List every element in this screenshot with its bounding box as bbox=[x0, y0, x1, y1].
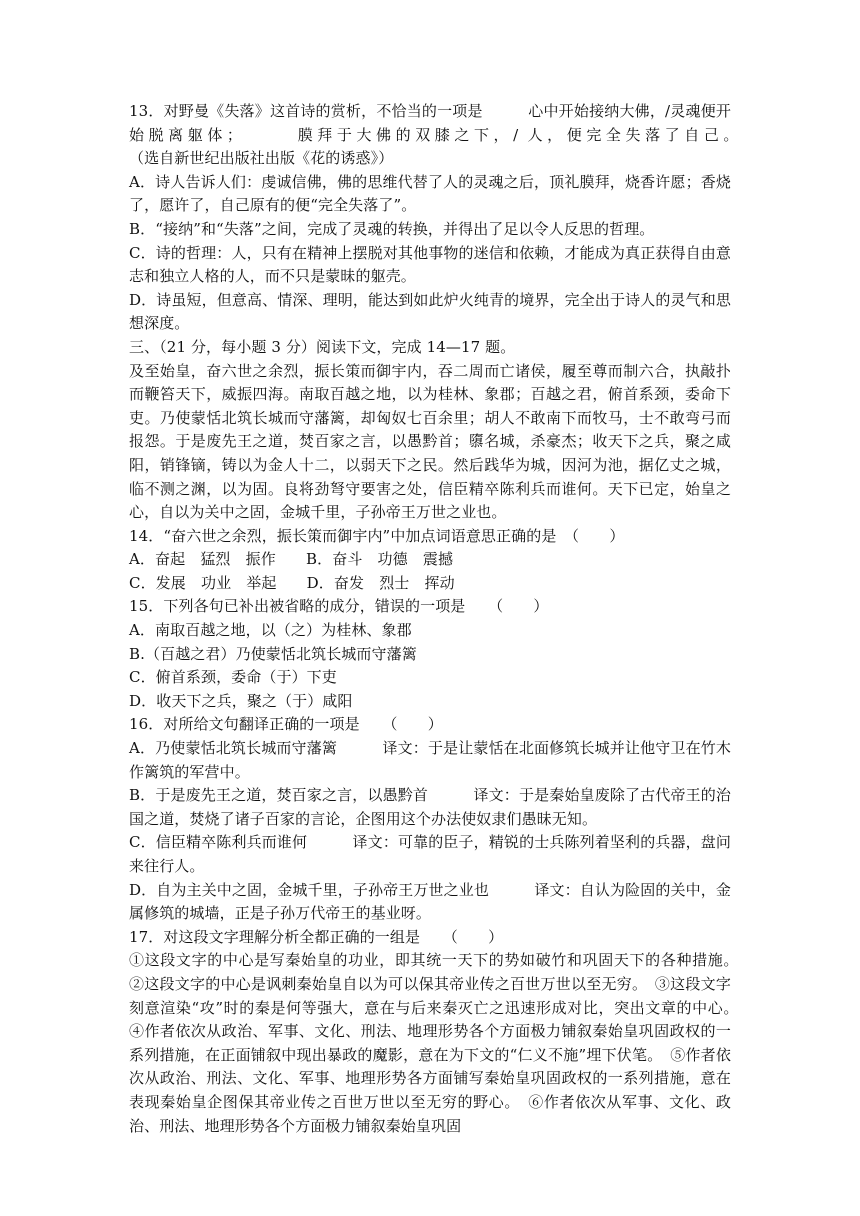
question-13-option-d: D．诗虽短，但意高、情深、理明，能达到如此炉火纯青的境界，完全出于诗人的灵气和思想深度。 bbox=[129, 290, 731, 333]
question-14-stem: 14．“奋六世之余烈，振长策而御宇内”中加点词语意思正确的是 （ ） bbox=[129, 526, 625, 545]
question-15-option-d: D．收天下之兵，聚之（于）咸阳 bbox=[129, 691, 353, 710]
question-13-stem: 13．对野曼《失落》这首诗的赏析，不恰当的一项是 心中开始接纳大佛，/灵魂便开始脱离躯体； 膜拜于大佛的双膝之下，/ 人，便完全失落了自己。 （选自新世纪出版社出版《花的诱惑》） bbox=[129, 102, 852, 168]
question-14-options-ab: A．奋起 猛烈 振作 B．奋斗 功德 震撼 bbox=[129, 550, 454, 569]
question-17-statements: ①这段文字的中心是写秦始皇的功业，即其统一天下的势如破竹和巩固天下的各种措施。 ②这段文字的中心是讽刺秦始皇自以为可以保其帝业传之百世万世以至无穷。 ③这段文字刻意渲染“攻”时的秦是何等强大，意在与后来秦灭亡之迅速形成对比，突出文章的中心。 ④作者依次从政治、军事、文化、刑法、地理形势各个方面极力铺叙秦始皇巩固政权的一系列措施，在正面铺叙中现出暴政的魔影，意在为下文的“仁义不施”埋下伏笔。 ⑤作者依次从政治、刑法、文化、军事、地理形势各方面铺写秦始皇巩固政权的一系列措施，意在表现秦始皇企图保其帝业传之百世万世以至无穷的野心。 ⑥作者依次从军事、文化、政治、刑法、地理形势各个方面极力铺叙秦始皇巩固 bbox=[129, 951, 747, 1135]
question-15-option-b: B.（百越之君）乃使蒙恬北筑长城而守藩篱 bbox=[129, 644, 417, 663]
question-16-option-d: D．自为主关中之固，金城千里，子孙帝王万世之业也 译文：自认为险固的关中，金属修筑的城墙，正是子孙万代帝王的基业呀。 bbox=[129, 880, 731, 923]
question-16-option-b: B．于是废先王之道，焚百家之言，以愚黔首 译文：于是秦始皇废除了古代帝王的治国之道，焚烧了诸子百家的言论，企图用这个办法使奴隶们愚昧无知。 bbox=[129, 786, 731, 828]
question-15-option-c: C．俯首系颈，委命（于）下吏 bbox=[129, 668, 337, 687]
question-17-stem: 17．对这段文字理解分析全都正确的一组是 （ ） bbox=[129, 927, 504, 946]
question-13-option-a: A．诗人告诉人们：虔诚信佛，佛的思维代替了人的灵魂之后，顶礼膜拜，烧香许愿；香烧了，愿许了，自己原有的便“完全失落了”。 bbox=[129, 172, 731, 215]
question-15-option-a: A．南取百越之地，以（之）为桂林、象郡 bbox=[129, 621, 412, 640]
reading-passage: 及至始皇，奋六世之余烈，振长策而御宇内，吞二周而亡诸侯，履至尊而制六合，执敲扑而鞭笞天下，威振四海。南取百越之地，以为桂林、象郡；百越之君，俯首系颈，委命下吏。乃使蒙恬北筑长城而守藩篱，却匈奴七百余里；胡人不敢南下而牧马，士不敢弯弓而报怨。于是废先王之道，焚百家之言，以愚黔首；隳名城，杀豪杰；收天下之兵，聚之咸阳，销锋镝，铸以为金人十二，以弱天下之民。然后践华为城，因河为池，据亿丈之城，临不测之渊，以为固。良将劲弩守要害之处，信臣精卒陈利兵而谁何。天下已定，始皇之心，自以为关中之固，金城千里，子孙帝王万世之业也。 bbox=[129, 361, 731, 522]
question-16-option-c: C．信臣精卒陈利兵而谁何 译文：可靠的臣子，精锐的士兵陈列着坚利的兵器，盘问来往行人。 bbox=[129, 833, 731, 875]
section-3-heading: 三、（21 分，每小题 3 分）阅读下文，完成 14—17 题。 bbox=[129, 337, 516, 356]
question-14-options-cd: C．发展 功业 举起 D．奋发 烈士 挥动 bbox=[129, 573, 455, 592]
question-16-stem: 16．对所给文句翻译正确的一项是 （ ） bbox=[129, 715, 443, 734]
question-16-option-a: A．乃使蒙恬北筑长城而守藩篱 译文：于是让蒙恬在北面修筑长城并让他守卫在竹木作篱筑的军营中。 bbox=[129, 739, 731, 781]
document-body bbox=[129, 100, 852, 1138]
question-13-option-b: B．“接纳”和“失落”之间，完成了灵魂的转换，并得出了足以令人反思的哲理。 bbox=[129, 219, 655, 238]
question-13-option-c: C．诗的哲理：人，只有在精神上摆脱对其他事物的迷信和依赖，才能成为真正获得自由意志和独立人格的人，而不只是蒙昧的躯壳。 bbox=[129, 243, 731, 286]
question-15-stem: 15．下列各句已补出被省略的成分，错误的一项是 （ ） bbox=[129, 597, 549, 616]
